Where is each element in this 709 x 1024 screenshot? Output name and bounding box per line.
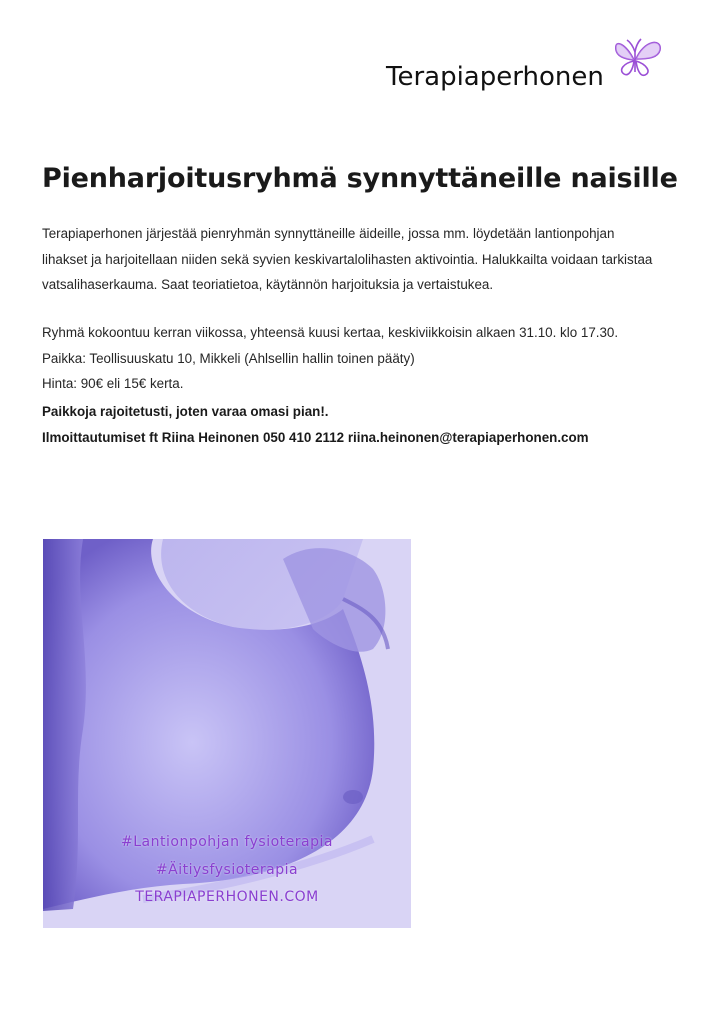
page-title: Pienharjoitusryhmä synnyttäneille naisille: [42, 163, 678, 194]
logo-text: Terapiaperhonen: [386, 62, 604, 92]
contact-info: Ilmoittautumiset ft Riina Heinonen 050 410 2112 riina.heinonen@terapiaperhonen.com: [42, 429, 589, 445]
location-text: Paikka: Teollisuuskatu 10, Mikkeli (Ahlsellin hallin toinen pääty): [42, 350, 415, 366]
photo-caption-hashtag: #Äitiysfysioterapia: [155, 862, 299, 878]
schedule-text: Ryhmä kokoontuu kerran viikossa, yhteensä kuusi kertaa, keskiviikkoisin alkaen 31.10. klo 17.30.: [42, 325, 619, 340]
photo-caption-hashtag: #Lantionpohjan fysioterapia: [121, 834, 333, 850]
intro-line: vatsalihaserkauma. Saat teoriatietoa, käytännön harjoituksia ja vertaistukea.: [42, 277, 494, 292]
price-text: Hinta: 90€ eli 15€ kerta.: [42, 376, 184, 391]
intro-paragraph: [42, 221, 682, 298]
details-paragraph: [42, 320, 682, 397]
pregnancy-photo: [43, 539, 411, 928]
availability-notice: Paikkoja rajoitetusti, joten varaa omasi pian!.: [42, 404, 329, 419]
butterfly-icon: [612, 36, 664, 80]
intro-line: lihakset ja harjoitellaan niiden sekä syvien keskivartalolihasten aktivointia. Halukkailta voidaan tarkistaa: [42, 251, 653, 267]
photo-caption-website: TERAPIAPERHONEN.COM: [135, 889, 319, 905]
intro-line: Terapiaperhonen järjestää pienryhmän synnyttäneille äideille, jossa mm. löydetään lantionpohjan: [42, 226, 615, 241]
signup-paragraph: [42, 399, 682, 450]
